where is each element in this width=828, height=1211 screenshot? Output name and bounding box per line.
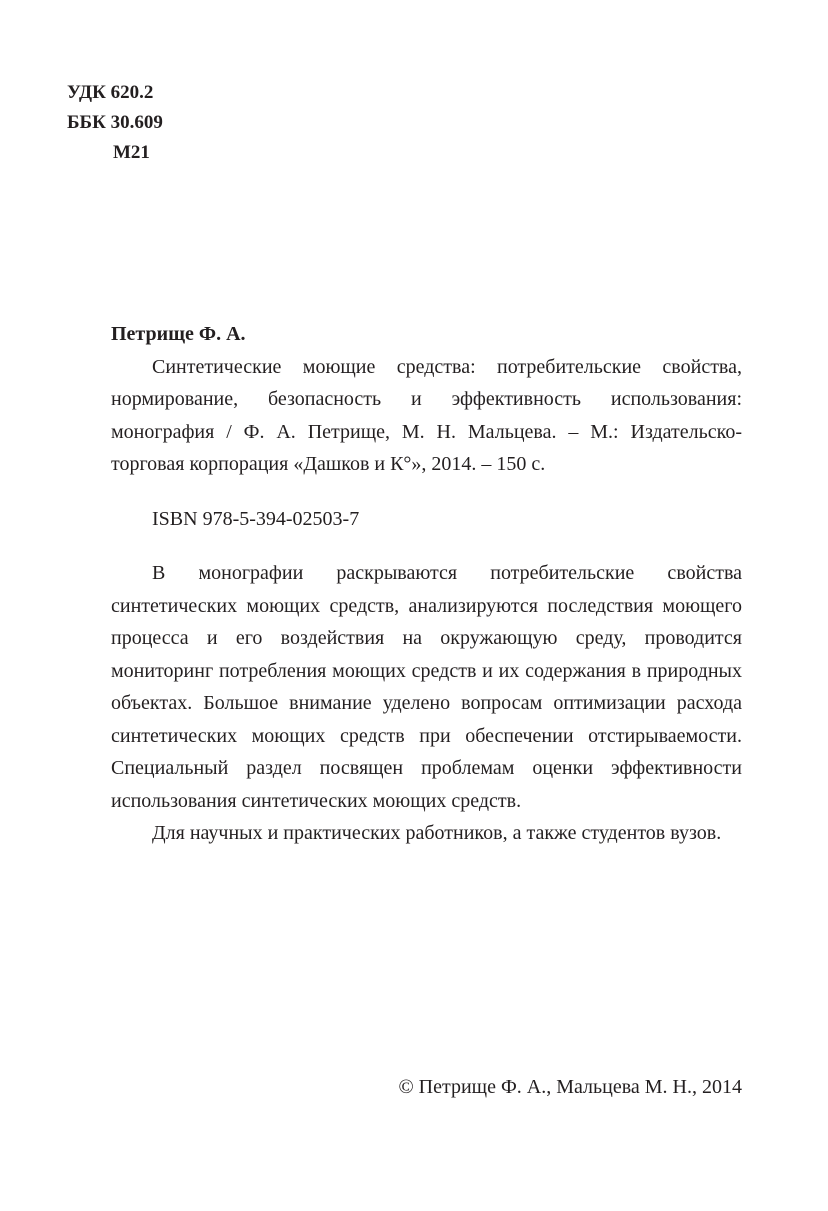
author-mark: М21 <box>113 142 150 163</box>
annotation-paragraph: В монографии раскрываются потребительские свойства синтетических моющих средств, анализируются последствия моющего процесса и его воздействия на окружающую среду, проводится мониторинг потребления моющих средств и их содержания в природных объектах. Большое внимание уделено вопросам оптимизации расхода синтетических моющих средств при обеспечении отстирываемости. Специальный раздел посвящен проблемам оценки эффективности использования синтетических моющих средств. <box>111 562 742 812</box>
author-heading: Петрище Ф. А. <box>111 323 246 345</box>
audience-paragraph: Для научных и практических работников, а также студентов вузов. <box>152 822 722 844</box>
bibliographic-record <box>111 318 742 850</box>
annotation <box>111 557 742 850</box>
copyright-line: © Петрище Ф. А., Мальцева М. Н., 2014 <box>398 1076 742 1098</box>
bibliographic-description: Синтетические моющие средства: потребительские свойства, нормирование, безопасность и эффективность использования: монография / Ф. А. Петрище, М. Н. Мальцева. – М.: Издательско-торговая корпорация «Дашков и К°», 2014. – 150 с. <box>111 355 742 475</box>
classification-block <box>67 78 163 168</box>
isbn: ISBN 978-5-394-02503-7 <box>152 507 360 530</box>
udk-code: УДК 620.2 <box>67 82 154 103</box>
bbk-code: ББК 30.609 <box>67 112 163 133</box>
